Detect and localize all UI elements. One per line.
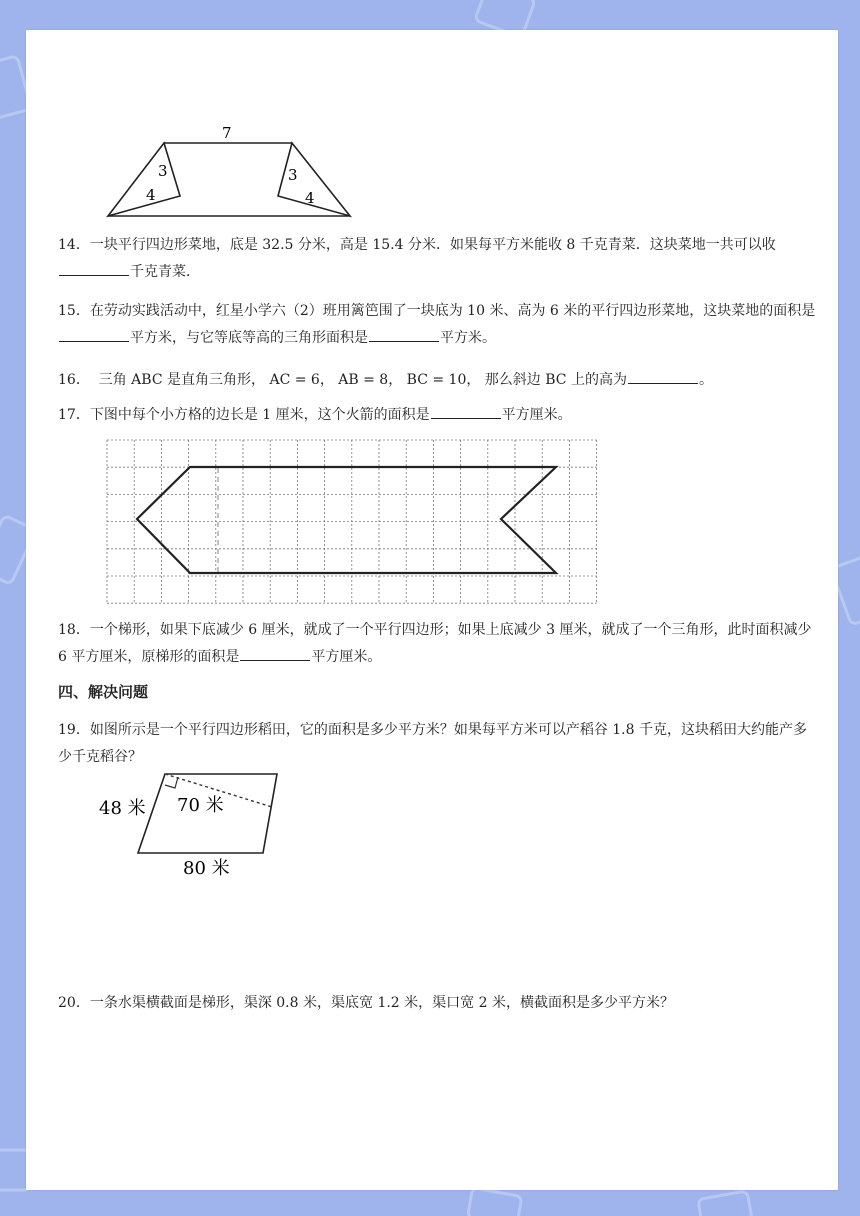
label-left-bottom: 4 xyxy=(146,186,156,204)
question-number: 20． xyxy=(58,995,90,1011)
question-14 xyxy=(58,232,818,286)
question-text: 一个梯形，如果下底减少 6 厘米，就成了一个平行四边形；如果上底减少 3 厘米，就成了一个三角形，此时面积减少 6 平方厘米，原梯形的面积是 xyxy=(58,622,812,665)
question-text: 在劳动实践活动中，红星小学六（2）班用篱笆围了一块底为 10 米、高为 6 米的平行四边形菜地，这块菜地的面积是 xyxy=(89,303,816,319)
label-height-70: 70 米 xyxy=(177,795,224,816)
question-number: 14． xyxy=(58,237,90,253)
question-text-tail: 平方厘米。 xyxy=(311,649,382,665)
question-number: 15． xyxy=(58,303,90,319)
answer-blank[interactable] xyxy=(628,369,698,384)
question-number: 19． xyxy=(58,722,90,738)
question-text: 三角 ABC 是直角三角形， AC = 6， AB = 8， BC = 10， 那么斜边 BC 上的高为 xyxy=(98,372,627,388)
question-text-mid: 平方米，与它等底等高的三角形面积是 xyxy=(130,330,368,346)
answer-blank[interactable] xyxy=(59,327,129,342)
section-title: 四、解决问题 xyxy=(58,683,149,701)
question-18 xyxy=(58,617,818,671)
question-text: 一条水渠横截面是梯形，渠深 0.8 米，渠底宽 1.2 米，渠口宽 2 米，横截面积是多少平方米？ xyxy=(89,995,674,1011)
question-text: 一块平行四边形菜地，底是 32.5 分米，高是 15.4 分米．如果每平方米能收 8 千克青菜．这块菜地一共可以收 xyxy=(89,237,776,253)
answer-blank[interactable] xyxy=(240,646,310,661)
answer-blank[interactable] xyxy=(369,327,439,342)
figure-trapezoid-triangles xyxy=(100,118,360,222)
question-16 xyxy=(58,367,818,394)
question-text: 下图中每个小方格的边长是 1 厘米，这个火箭的面积是 xyxy=(89,407,430,423)
answer-blank[interactable] xyxy=(59,261,129,276)
question-15 xyxy=(58,298,818,352)
question-number: 17． xyxy=(58,407,90,423)
question-text-tail: 。 xyxy=(698,372,713,388)
label-side-48: 48 米 xyxy=(99,798,146,819)
figure-parallelogram-field xyxy=(95,768,290,880)
question-number: 16． xyxy=(58,372,90,388)
answer-blank[interactable] xyxy=(431,404,501,419)
question-text-tail: 平方厘米。 xyxy=(501,407,572,423)
question-19 xyxy=(58,717,818,771)
question-20 xyxy=(58,990,818,1017)
question-text: 如图所示是一个平行四边形稻田，它的面积是多少平方米？如果每平方米可以产稻谷 1.8 千克，这块稻田大约能产多少千克稻谷？ xyxy=(58,722,807,765)
label-left-side: 3 xyxy=(158,162,168,180)
label-right-bottom: 4 xyxy=(305,189,315,207)
label-right-side: 3 xyxy=(288,166,298,184)
figure-rocket-grid xyxy=(105,438,610,604)
question-text-tail: 平方米。 xyxy=(440,330,496,346)
question-number: 18． xyxy=(58,622,90,638)
label-top: 7 xyxy=(222,124,232,142)
question-17 xyxy=(58,402,818,429)
question-text-tail: 千克青菜． xyxy=(130,264,200,280)
label-base-80: 80 米 xyxy=(183,858,230,879)
